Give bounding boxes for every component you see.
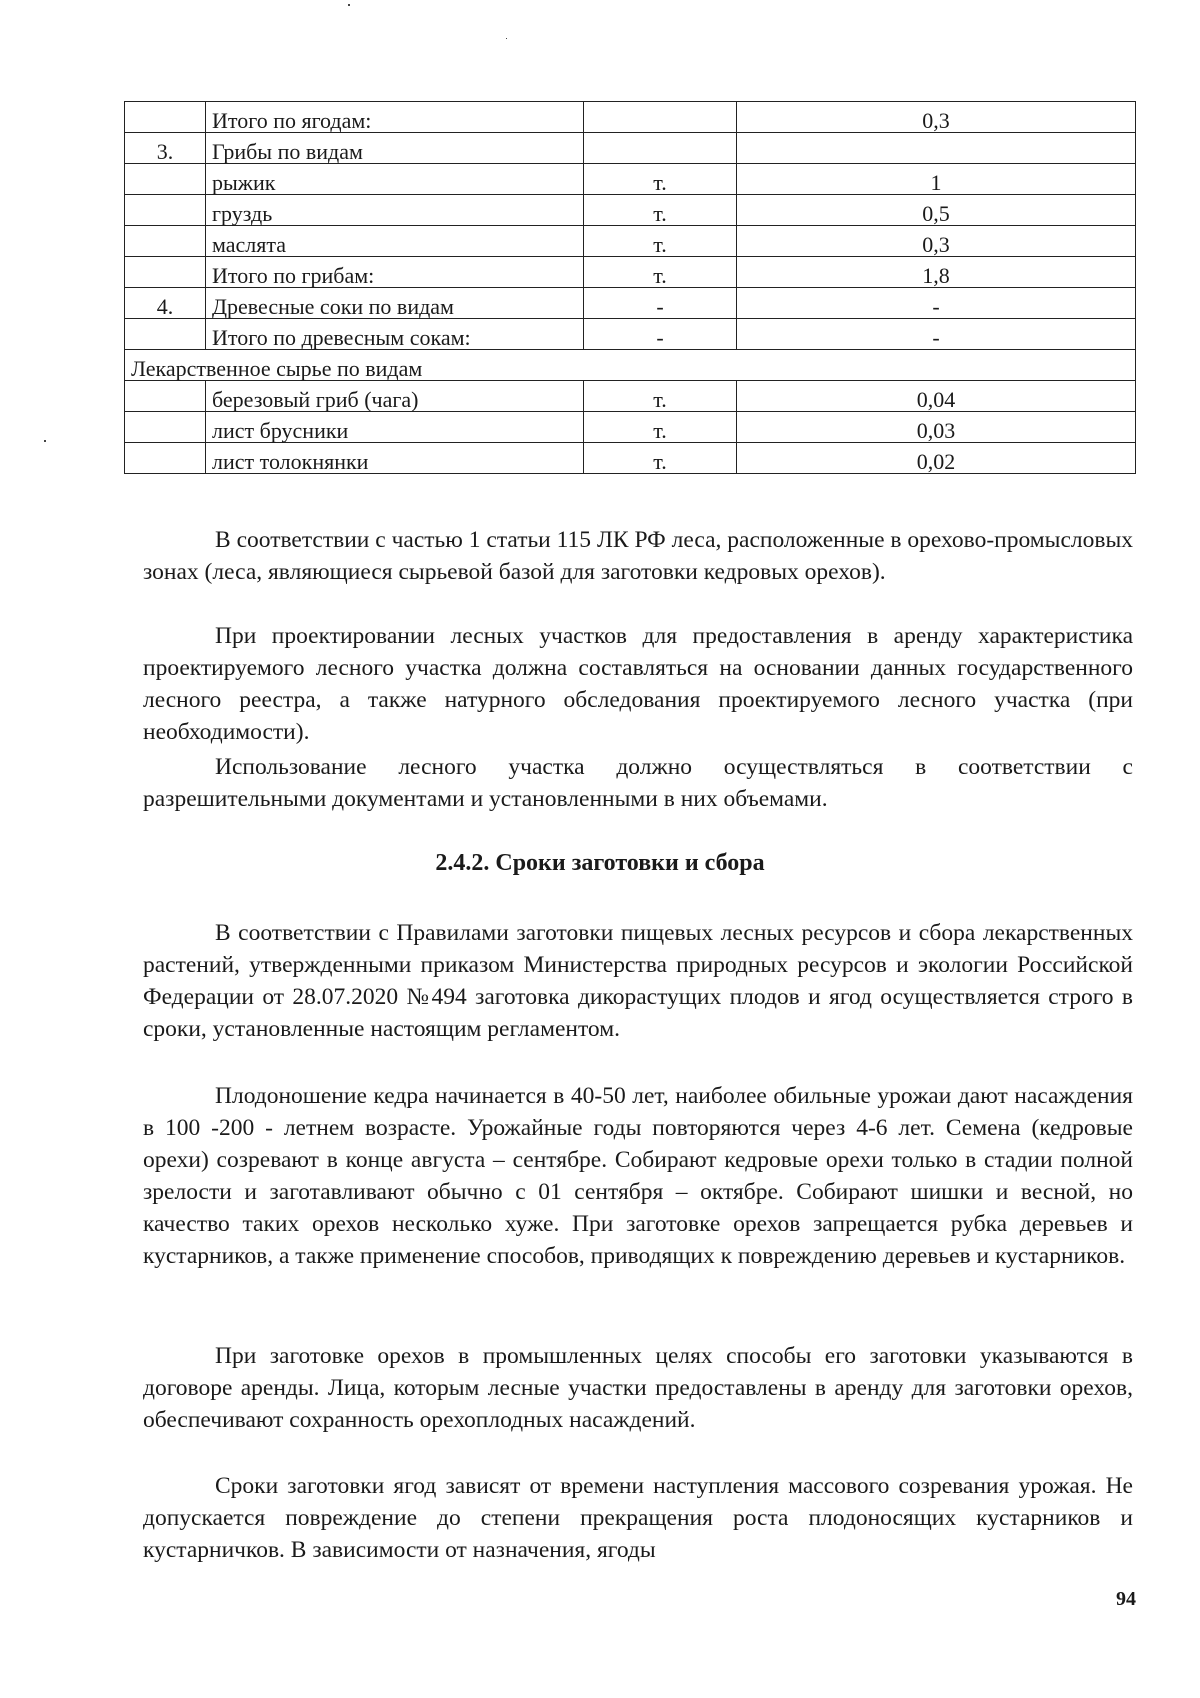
value-cell: - [737,319,1136,350]
resource-name-cell: Итого по древесным сокам: [206,319,584,350]
value-cell: 0,04 [737,381,1136,412]
resource-name-cell: лист брусники [206,412,584,443]
resource-name-cell: Грибы по видам [206,133,584,164]
table-row [125,257,1136,288]
table-row [125,164,1136,195]
row-number-cell [125,164,206,195]
resource-name-cell: Итого по грибам: [206,257,584,288]
resource-name-cell: березовый гриб (чага) [206,381,584,412]
paragraph-5: Плодоношение кедра начинается в 40-50 лет, наиболее обильные урожаи дают насаждения в 100 -200 - летнем возрасте. Урожайные годы повторяются через 4-6 лет. Семена (кедровые орехи) созревают в конце августа – сентябре. Собирают кедровые орехи только в стадии полной зрелости и заготавливают обычно с 01 сентября – октябре. Собирают шишки и весной, но качество таких орехов несколько хуже. При заготовке орехов запрещается рубка деревьев и кустарников, а также применение способов, приводящих к повреждению деревьев и кустарников. [143,1083,1133,1269]
unit-cell: т. [584,381,737,412]
resources-table [124,101,1136,474]
unit-cell: - [584,288,737,319]
table-row [125,381,1136,412]
unit-cell [584,133,737,164]
value-cell: 0,3 [737,226,1136,257]
resource-name-cell: лист толокнянки [206,443,584,474]
scan-speck [348,4,350,6]
value-cell: 1 [737,164,1136,195]
row-number-cell [125,443,206,474]
table-row [125,350,1136,381]
paragraph-4: В соответствии с Правилами заготовки пищевых лесных ресурсов и сбора лекарственных растений, утвержденными приказом Министерства природных ресурсов и экологии Российской Федерации от 28.07.2020 №494 заготовка дикорастущих плодов и ягод осуществляется строго в сроки, установленные настоящим регламентом. [143,920,1133,1042]
unit-cell [584,102,737,133]
unit-cell: т. [584,257,737,288]
table-row [125,319,1136,350]
row-number-cell [125,226,206,257]
row-number-cell [125,412,206,443]
row-number-cell: 3. [125,133,206,164]
value-cell: 0,02 [737,443,1136,474]
paragraph-1: В соответствии с частью 1 статьи 115 ЛК РФ леса, расположенные в орехово-промысловых зонах (леса, являющиеся сырьевой базой для заготовки кедровых орехов). [143,527,1133,585]
unit-cell: - [584,319,737,350]
unit-cell: т. [584,164,737,195]
table-row [125,443,1136,474]
paragraph-2: При проектировании лесных участков для предоставления в аренду характеристика проектируемого лесного участка должна составляться на основании данных государственного лесного реестра, а также натурного обследования проектируемого лесного участка (при необходимости). [143,623,1133,745]
page-number: 94 [1116,1588,1136,1610]
resource-name-cell: Итого по ягодам: [206,102,584,133]
table-row [125,195,1136,226]
table-row [125,288,1136,319]
value-cell: 1,8 [737,257,1136,288]
unit-cell: т. [584,226,737,257]
paragraph-3: Использование лесного участка должно осуществляться в соответствии с разрешительными документами и установленными в них объемами. [143,754,1133,812]
value-cell [737,133,1136,164]
table-row [125,133,1136,164]
value-cell: 0,3 [737,102,1136,133]
table-row [125,102,1136,133]
value-cell: - [737,288,1136,319]
resource-name-cell: Древесные соки по видам [206,288,584,319]
unit-cell: т. [584,195,737,226]
row-number-cell [125,319,206,350]
row-number-cell [125,257,206,288]
resource-name-cell: рыжик [206,164,584,195]
section-heading: 2.4.2. Сроки заготовки и сбора [435,850,765,876]
table-row [125,412,1136,443]
row-number-cell: 4. [125,288,206,319]
paragraph-7: Сроки заготовки ягод зависят от времени наступления массового созревания урожая. Не допускается повреждение до степени прекращения роста плодоносящих кустарников и кустарничков. В зависимости от назначения, ягоды [143,1473,1133,1563]
table-row [125,226,1136,257]
row-number-cell [125,381,206,412]
table-group-header: Лекарственное сырье по видам [125,350,1136,381]
row-number-cell [125,195,206,226]
unit-cell: т. [584,412,737,443]
unit-cell: т. [584,443,737,474]
scan-speck [44,440,46,442]
resource-name-cell: груздь [206,195,584,226]
resources-table-body [125,102,1136,474]
resource-name-cell: маслята [206,226,584,257]
value-cell: 0,5 [737,195,1136,226]
scan-speck [506,38,507,39]
paragraph-6: При заготовке орехов в промышленных целях способы его заготовки указываются в договоре аренды. Лица, которым лесные участки предоставлены в аренду для заготовки орехов, обеспечивают сохранность орехоплодных насаждений. [143,1343,1133,1433]
value-cell: 0,03 [737,412,1136,443]
row-number-cell [125,102,206,133]
